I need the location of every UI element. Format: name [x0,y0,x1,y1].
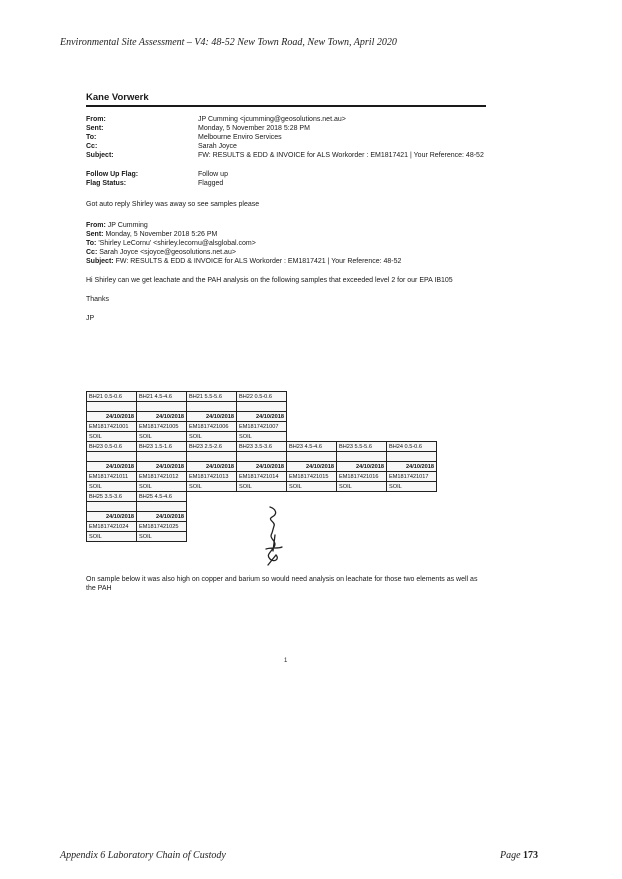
follow-up-flag: Follow Up Flag: Follow up [86,171,228,178]
forwarded-from: From: JP Cumming [86,222,148,229]
empty-cell [387,452,437,462]
empty-cell [187,492,237,502]
empty-cell [387,422,437,432]
empty-cell [337,412,387,422]
empty-cell [137,502,187,512]
sample-cell: BH21 5.5-5.6 [187,392,237,402]
sample-cell: 24/10/2018 [87,412,137,422]
empty-cell [287,412,337,422]
sample-cell: BH23 2.5-2.6 [187,442,237,452]
empty-cell [337,392,387,402]
table-row [87,452,437,462]
sample-cell: 24/10/2018 [137,462,187,472]
empty-cell [287,502,337,512]
sample-cell: BH23 4.5-4.6 [287,442,337,452]
sample-cell: BH23 3.5-3.6 [237,442,287,452]
sample-cell: SOIL [387,482,437,492]
sample-cell: 24/10/2018 [387,462,437,472]
empty-cell [287,512,337,522]
sample-cell: EM1817421012 [137,472,187,482]
sender-divider [86,105,486,107]
sample-cell: EM1817421011 [87,472,137,482]
sender-name: Kane Vorwerk [86,92,149,103]
empty-cell [337,502,387,512]
empty-cell [287,402,337,412]
empty-cell [287,522,337,532]
sample-cell: EM1817421014 [237,472,287,482]
sample-cell: EM1817421013 [187,472,237,482]
sample-cell: 24/10/2018 [137,512,187,522]
header-from: From: JP Cumming <jcumming@geosolutions.net.au> [86,116,346,123]
empty-cell [237,402,287,412]
sample-cell: SOIL [137,432,187,442]
sample-cell: BH23 1.5-1.6 [137,442,187,452]
empty-cell [237,492,287,502]
empty-cell [337,402,387,412]
empty-cell [287,492,337,502]
sample-cell: SOIL [237,432,287,442]
table-row [87,422,437,432]
sign-off: JP [86,315,95,322]
sample-cell: 24/10/2018 [87,512,137,522]
sample-cell: 24/10/2018 [87,462,137,472]
empty-cell [187,402,237,412]
sample-cell: SOIL [137,532,187,542]
sample-cell: 24/10/2018 [187,412,237,422]
empty-cell [337,522,387,532]
forwarded-to: To: 'Shirley LeCornu' <shirley.lecornu@alsglobal.com> [86,240,256,247]
empty-cell [387,512,437,522]
sample-cell: EM1817421007 [237,422,287,432]
forwarded-subject: Subject: FW: RESULTS & EDD & INVOICE for ALS Workorder : EM1817421 | Your Reference: 48-52 [86,258,402,265]
sample-cell: SOIL [187,482,237,492]
sample-cell: BH25 4.5-4.6 [137,492,187,502]
footer-page: Page 173 [500,850,539,861]
sample-cell: 24/10/2018 [337,462,387,472]
sample-cell: BH24 0.5-0.6 [387,442,437,452]
thanks-line: Thanks [86,296,109,303]
sample-cell: 24/10/2018 [287,462,337,472]
sample-cell: BH23 0.5-0.6 [87,442,137,452]
header-subject: Subject: FW: RESULTS & EDD & INVOICE for ALS Workorder : EM1817421 | Your Reference: 48-52 [86,152,484,159]
sample-cell: EM1817421024 [87,522,137,532]
empty-cell [337,422,387,432]
table-row [87,462,437,472]
empty-cell [337,432,387,442]
sample-cell: SOIL [237,482,287,492]
empty-cell [187,532,237,542]
sample-cell: EM1817421005 [137,422,187,432]
empty-cell [237,452,287,462]
sample-cell: BH21 4.5-4.6 [137,392,187,402]
empty-cell [287,452,337,462]
empty-cell [287,432,337,442]
empty-cell [187,502,237,512]
table-row [87,482,437,492]
sample-cell: 24/10/2018 [187,462,237,472]
table-row [87,492,437,502]
empty-cell [87,402,137,412]
sample-cell: SOIL [187,432,237,442]
footer-title: Appendix 6 Laboratory Chain of Custody [60,850,226,861]
sample-cell: 24/10/2018 [137,412,187,422]
sample-cell: SOIL [337,482,387,492]
table-row [87,402,437,412]
scan-page-number: 1 [284,658,288,664]
empty-cell [137,402,187,412]
empty-cell [287,422,337,432]
email-printout [86,92,486,323]
sample-cell: EM1817421017 [387,472,437,482]
empty-cell [387,412,437,422]
sample-cell: EM1817421015 [287,472,337,482]
sample-cell: EM1817421025 [137,522,187,532]
empty-cell [187,452,237,462]
sample-cell: SOIL [287,482,337,492]
empty-cell [187,522,237,532]
empty-cell [387,402,437,412]
empty-cell [87,502,137,512]
empty-cell [287,532,337,542]
table-row [87,432,437,442]
intro-line: Got auto reply Shirley was away so see samples please [86,201,260,208]
empty-cell [337,512,387,522]
empty-cell [387,492,437,502]
sample-cell: EM1817421006 [187,422,237,432]
handwritten-signature [258,505,288,567]
empty-cell [87,452,137,462]
table-row [87,472,437,482]
empty-cell [287,392,337,402]
empty-cell [187,512,237,522]
sample-cell: 24/10/2018 [237,412,287,422]
empty-cell [137,452,187,462]
empty-cell [337,532,387,542]
empty-cell [337,452,387,462]
empty-cell [387,522,437,532]
header-sent: Sent: Monday, 5 November 2018 5:28 PM [86,125,310,132]
sample-cell: SOIL [87,482,137,492]
sample-cell: EM1817421001 [87,422,137,432]
empty-cell [387,432,437,442]
sample-cell: BH23 5.5-5.6 [337,442,387,452]
sample-cell: EM1817421016 [337,472,387,482]
forwarded-sent: Sent: Monday, 5 November 2018 5:26 PM [86,231,218,238]
sample-cell: BH21 0.5-0.6 [87,392,137,402]
table-row [87,442,437,452]
sample-cell: SOIL [137,482,187,492]
sample-cell: SOIL [87,432,137,442]
forwarded-cc: Cc: Sarah Joyce <sjoyce@geosolutions.net.au> [86,249,236,256]
empty-cell [387,392,437,402]
empty-cell [387,502,437,512]
empty-cell [337,492,387,502]
table-row [87,392,437,402]
sample-cell: BH25 3.5-3.6 [87,492,137,502]
sample-cell: SOIL [87,532,137,542]
page-header: Environmental Site Assessment – V4: 48-52 New Town Road, New Town, April 2020 [60,37,397,48]
header-cc: Cc: Sarah Joyce [86,143,237,150]
header-to: To: Melbourne Enviro Services [86,134,282,141]
sample-cell: BH22 0.5-0.6 [237,392,287,402]
sample-cell: 24/10/2018 [237,462,287,472]
empty-cell [387,532,437,542]
table-row [87,412,437,422]
flag-status: Flag Status: Flagged [86,180,224,187]
body-paragraph: Hi Shirley can we get leachate and the PAH analysis on the following samples that exceeded level 2 for our EPA IB105 [86,277,453,284]
post-table-note: On sample below it was also high on copper and barium so would need analysis on leachate for those two elements as well as the PAH [86,576,478,592]
